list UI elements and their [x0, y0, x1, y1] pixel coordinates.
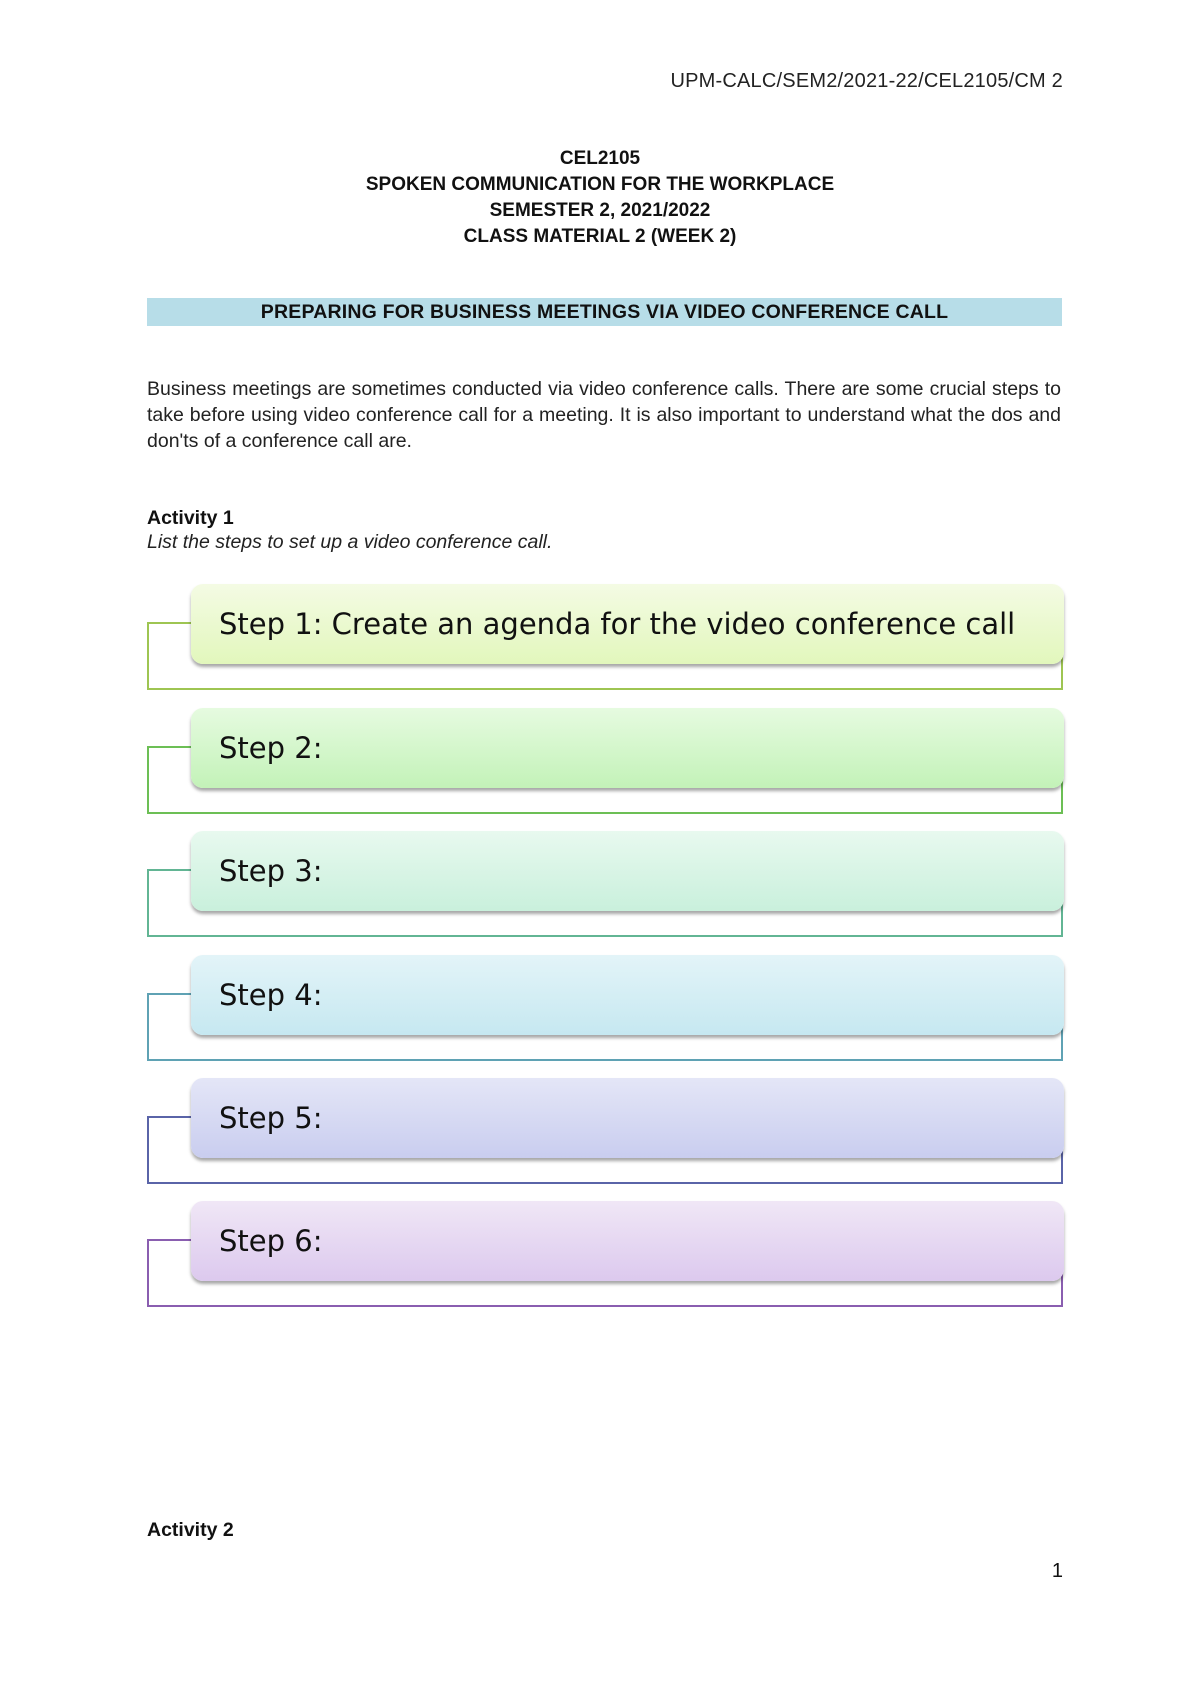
step-label: Step 6:: [219, 1224, 323, 1258]
step-row: [0, 708, 1200, 828]
step-label: Step 1: Create an agenda for the video conference call: [219, 607, 1016, 641]
step-box: [191, 708, 1064, 788]
activity-1-heading: Activity 1: [147, 507, 234, 529]
step-bracket-top: [147, 746, 192, 748]
step-bracket-top: [147, 1239, 192, 1241]
step-bracket-top: [147, 869, 192, 871]
step-label: Step 4:: [219, 978, 323, 1012]
step-row: [0, 955, 1200, 1075]
section-banner: PREPARING FOR BUSINESS MEETINGS VIA VIDEO CONFERENCE CALL: [147, 298, 1062, 326]
course-name: SPOKEN COMMUNICATION FOR THE WORKPLACE: [365, 174, 835, 195]
step-bracket-top: [147, 993, 192, 995]
step-box: [191, 584, 1064, 664]
course-code: CEL2105: [559, 148, 641, 169]
step-label: Step 3:: [219, 854, 323, 888]
step-row: [0, 1201, 1200, 1321]
step-bracket-top: [147, 1116, 192, 1118]
semester: SEMESTER 2, 2021/2022: [489, 200, 711, 221]
activity-1-instruction: List the steps to set up a video conference call.: [147, 531, 553, 553]
step-bracket-top: [147, 622, 192, 624]
intro-paragraph: Business meetings are sometimes conducted via video conference calls. There are some crucial steps to take before using video conference call for a meeting. It is also important to understand what the dos and don'ts of a conference call are.: [147, 378, 1061, 452]
step-row: [0, 1078, 1200, 1198]
step-box: [191, 1078, 1064, 1158]
page-number: 1: [1051, 1560, 1063, 1582]
step-label: Step 2:: [219, 731, 323, 765]
step-row: [0, 584, 1200, 704]
step-label: Step 5:: [219, 1101, 323, 1135]
document-reference: UPM-CALC/SEM2/2021-22/CEL2105/CM 2: [670, 70, 1063, 92]
step-box: [191, 955, 1064, 1035]
step-box: [191, 1201, 1064, 1281]
activity-2-heading: Activity 2: [147, 1519, 234, 1541]
class-material: CLASS MATERIAL 2 (WEEK 2): [463, 226, 737, 247]
step-row: [0, 831, 1200, 951]
step-box: [191, 831, 1064, 911]
